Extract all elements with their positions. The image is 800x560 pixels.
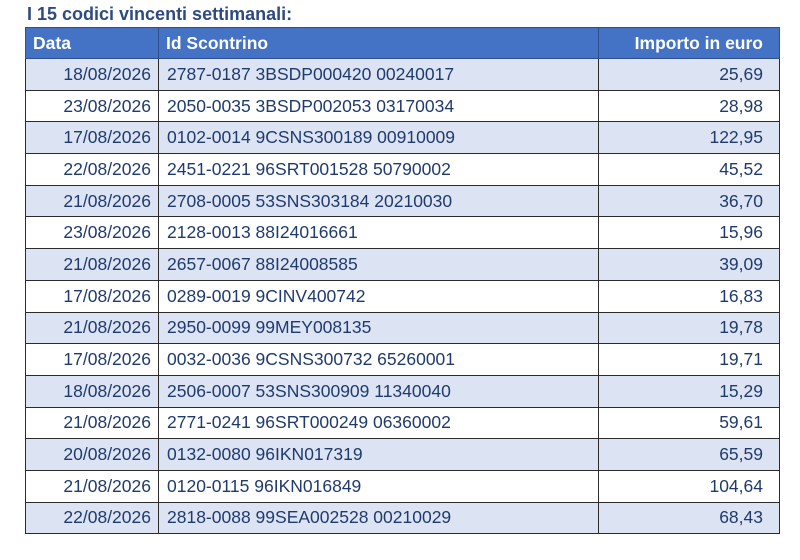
cell-amount: 39,09 xyxy=(599,249,780,281)
table-row xyxy=(26,502,780,534)
winning-codes-table xyxy=(25,27,780,534)
cell-amount: 36,70 xyxy=(599,185,780,217)
cell-receipt-id: 2787-0187 3BSDP000420 00240017 xyxy=(159,59,599,91)
cell-amount: 19,71 xyxy=(599,344,780,376)
cell-receipt-id: 2451-0221 96SRT001528 50790002 xyxy=(159,154,599,186)
table-row xyxy=(26,407,780,439)
cell-date: 21/08/2026 xyxy=(26,249,159,281)
cell-receipt-id: 2771-0241 96SRT000249 06360002 xyxy=(159,407,599,439)
cell-amount: 104,64 xyxy=(599,470,780,502)
cell-date: 23/08/2026 xyxy=(26,90,159,122)
header-amount: Importo in euro xyxy=(599,28,780,59)
cell-date: 18/08/2026 xyxy=(26,59,159,91)
cell-receipt-id: 0032-0036 9CSNS300732 65260001 xyxy=(159,344,599,376)
cell-receipt-id: 2708-0005 53SNS303184 20210030 xyxy=(159,185,599,217)
cell-amount: 28,98 xyxy=(599,90,780,122)
cell-amount: 65,59 xyxy=(599,439,780,471)
cell-receipt-id: 0120-0115 96IKN016849 xyxy=(159,470,599,502)
cell-amount: 19,78 xyxy=(599,312,780,344)
cell-amount: 45,52 xyxy=(599,154,780,186)
cell-amount: 15,29 xyxy=(599,375,780,407)
header-date: Data xyxy=(26,28,159,59)
table-body xyxy=(26,59,780,534)
cell-receipt-id: 0289-0019 9CINV400742 xyxy=(159,280,599,312)
cell-receipt-id: 0132-0080 96IKN017319 xyxy=(159,439,599,471)
cell-date: 23/08/2026 xyxy=(26,217,159,249)
header-receipt-id: Id Scontrino xyxy=(159,28,599,59)
table-header xyxy=(26,28,780,59)
cell-amount: 25,69 xyxy=(599,59,780,91)
cell-date: 21/08/2026 xyxy=(26,470,159,502)
cell-amount: 59,61 xyxy=(599,407,780,439)
header-row xyxy=(26,28,780,59)
cell-date: 18/08/2026 xyxy=(26,375,159,407)
table-row xyxy=(26,280,780,312)
table-row xyxy=(26,122,780,154)
page-title: I 15 codici vincenti settimanali: xyxy=(27,4,293,24)
cell-date: 22/08/2026 xyxy=(26,502,159,534)
cell-receipt-id: 0102-0014 9CSNS300189 00910009 xyxy=(159,122,599,154)
cell-date: 20/08/2026 xyxy=(26,439,159,471)
cell-amount: 15,96 xyxy=(599,217,780,249)
cell-receipt-id: 2818-0088 99SEA002528 00210029 xyxy=(159,502,599,534)
cell-date: 21/08/2026 xyxy=(26,312,159,344)
cell-receipt-id: 2050-0035 3BSDP002053 03170034 xyxy=(159,90,599,122)
cell-receipt-id: 2506-0007 53SNS300909 11340040 xyxy=(159,375,599,407)
table-row xyxy=(26,375,780,407)
table-row xyxy=(26,249,780,281)
cell-receipt-id: 2657-0067 88I24008585 xyxy=(159,249,599,281)
cell-receipt-id: 2950-0099 99MEY008135 xyxy=(159,312,599,344)
cell-date: 17/08/2026 xyxy=(26,280,159,312)
cell-receipt-id: 2128-0013 88I24016661 xyxy=(159,217,599,249)
table-row xyxy=(26,217,780,249)
cell-amount: 122,95 xyxy=(599,122,780,154)
table-row xyxy=(26,312,780,344)
table-row xyxy=(26,439,780,471)
cell-date: 22/08/2026 xyxy=(26,154,159,186)
table-row xyxy=(26,90,780,122)
cell-date: 21/08/2026 xyxy=(26,185,159,217)
table-row xyxy=(26,470,780,502)
cell-date: 17/08/2026 xyxy=(26,122,159,154)
cell-date: 21/08/2026 xyxy=(26,407,159,439)
cell-amount: 68,43 xyxy=(599,502,780,534)
table-row xyxy=(26,185,780,217)
table-row xyxy=(26,59,780,91)
table-row xyxy=(26,154,780,186)
table-row xyxy=(26,344,780,376)
cell-amount: 16,83 xyxy=(599,280,780,312)
cell-date: 17/08/2026 xyxy=(26,344,159,376)
